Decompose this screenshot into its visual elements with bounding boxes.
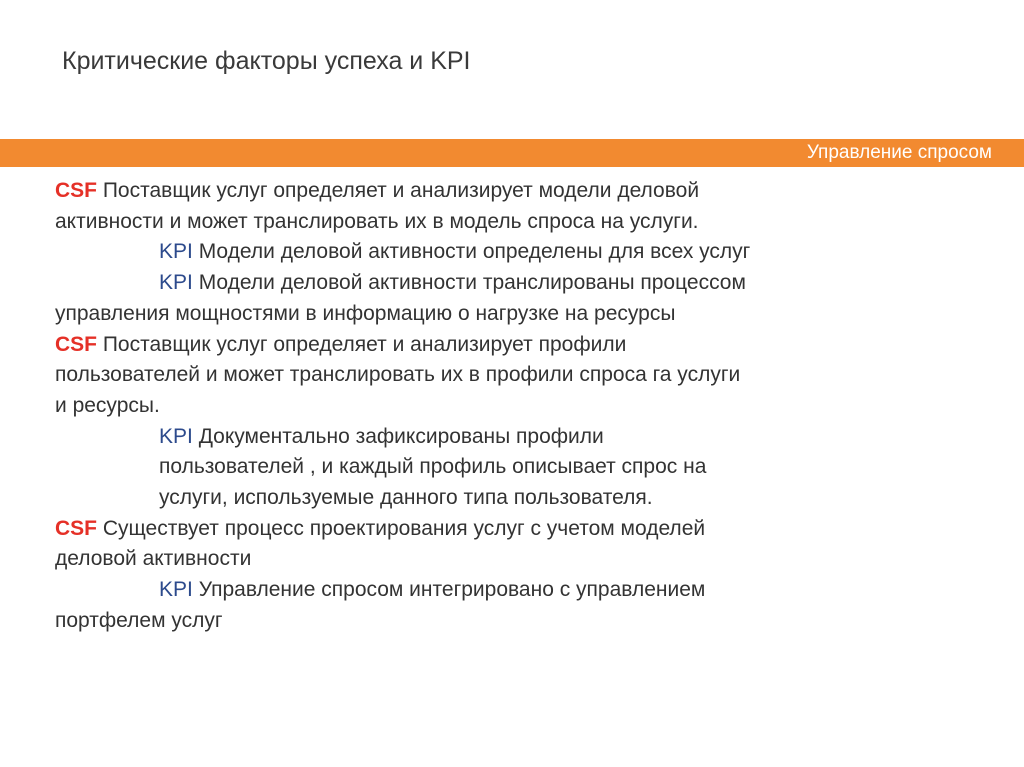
kpi-4-line-1 xyxy=(55,575,915,606)
kpi-1-line-1 xyxy=(55,237,915,268)
kpi-tag: KPI xyxy=(159,271,193,295)
kpi-3-line-2: пользователей , и каждый профиль описывает спрос на xyxy=(159,455,707,479)
csf-2-line-1 xyxy=(55,330,915,361)
kpi-2-line-1 xyxy=(55,268,915,299)
csf-3-line-1 xyxy=(55,514,915,545)
slide-title: Критические факторы успеха и KPI xyxy=(62,47,471,75)
kpi-1-text-1: Модели деловой активности определены для всех услуг xyxy=(192,240,751,264)
section-label: Управление спросом xyxy=(806,142,992,163)
kpi-tag: KPI xyxy=(159,578,193,602)
csf-1-line-1 xyxy=(55,176,915,207)
kpi-4-text-1: Управление спросом интегрировано с управлением xyxy=(192,578,706,602)
csf-tag: CSF xyxy=(55,516,97,540)
kpi-3-line-3: услуги, используемые данного типа пользователя. xyxy=(159,486,653,510)
csf-2-line-3: и ресурсы. xyxy=(55,393,160,417)
csf-tag: CSF xyxy=(55,332,97,356)
csf-3-text-1: Существует процесс проектирования услуг с учетом моделей xyxy=(97,516,706,540)
kpi-3-line-1 xyxy=(55,422,915,453)
kpi-3-text-1: Документально зафиксированы профили xyxy=(192,424,604,448)
slide-content xyxy=(55,176,915,637)
csf-2-line-2: пользователей и может транслировать их в профили спроса га услуги xyxy=(55,363,741,387)
kpi-4-line-2: портфелем услуг xyxy=(55,608,223,632)
csf-1-text-1: Поставщик услуг определяет и анализирует модели деловой xyxy=(97,179,700,202)
csf-3-line-2: деловой активности xyxy=(55,547,252,571)
kpi-2-line-2: управления мощностями в информацию о нагрузке на ресурсы xyxy=(55,301,676,325)
csf-tag: CSF xyxy=(55,179,97,202)
kpi-tag: KPI xyxy=(159,424,193,448)
kpi-2-text-1: Модели деловой активности транслированы процессом xyxy=(192,271,746,295)
section-band xyxy=(0,139,1024,167)
csf-2-text-1: Поставщик услуг определяет и анализирует профили xyxy=(97,332,627,356)
kpi-tag: KPI xyxy=(159,240,193,264)
csf-1-line-2: активности и может транслировать их в модель спроса на услуги. xyxy=(55,209,699,233)
